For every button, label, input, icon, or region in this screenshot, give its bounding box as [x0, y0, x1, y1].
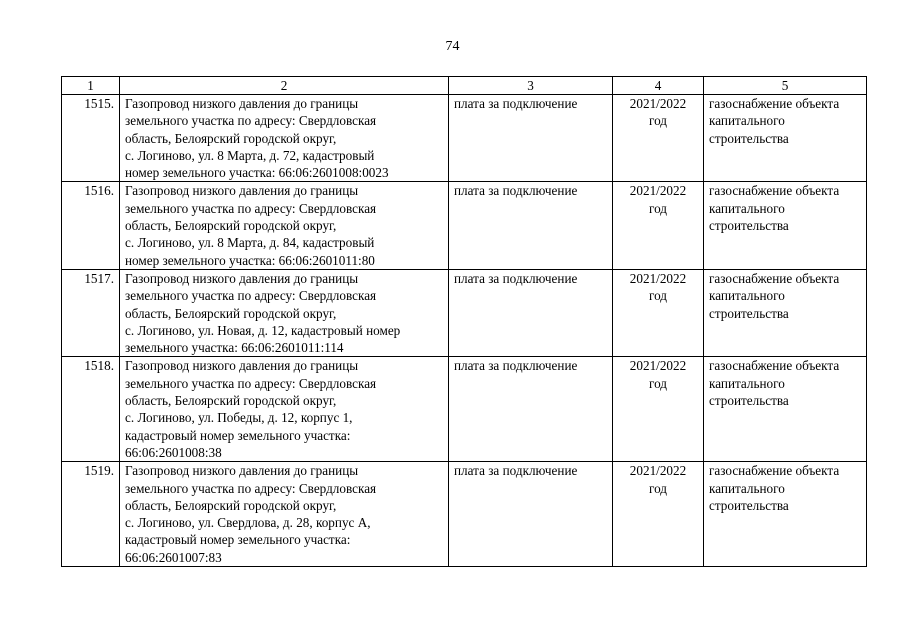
description-line: Газопровод низкого давления до границы: [125, 358, 359, 374]
purpose-line: капитального: [709, 113, 785, 129]
payment-type: плата за подключение: [449, 95, 613, 182]
description-line: с. Логиново, ул. 8 Марта, д. 72, кадастровый: [125, 147, 375, 163]
row-number: 1517.: [62, 269, 120, 356]
description-line: с. Логиново, ул. Победы, д. 12, корпус 1,: [125, 410, 353, 426]
period-line: год: [648, 480, 667, 496]
object-description: [120, 182, 449, 269]
column-header: 2: [120, 77, 449, 95]
row-number: 1518.: [62, 357, 120, 462]
row-number: 1515.: [62, 95, 120, 182]
row-number: 1519.: [62, 462, 120, 567]
period: [613, 462, 704, 567]
payment-type: плата за подключение: [449, 462, 613, 567]
description-line: область, Белоярский городской округ,: [125, 130, 337, 146]
description-line: область, Белоярский городской округ,: [125, 218, 337, 234]
table-row: [62, 357, 867, 462]
description-line: кадастровый номер земельного участка:: [125, 427, 351, 443]
period-line: 2021/2022: [629, 183, 687, 199]
period-line: 2021/2022: [629, 358, 687, 374]
purpose-line: строительства: [709, 218, 789, 234]
description-line: 66:06:2601007:83: [125, 549, 222, 565]
payment-type: плата за подключение: [449, 357, 613, 462]
description-line: Газопровод низкого давления до границы: [125, 96, 359, 111]
description-line: Газопровод низкого давления до границы: [125, 270, 359, 286]
purpose-line: газоснабжение объекта: [709, 183, 840, 199]
period-line: 2021/2022: [629, 270, 687, 286]
table-row: [62, 269, 867, 356]
object-description: [120, 357, 449, 462]
description-line: земельного участка по адресу: Свердловская: [125, 288, 377, 304]
period: [613, 182, 704, 269]
purpose: [704, 269, 867, 356]
description-line: кадастровый номер земельного участка:: [125, 532, 351, 548]
column-header: 1: [62, 77, 120, 95]
description-line: область, Белоярский городской округ,: [125, 393, 337, 409]
table-body: [62, 95, 867, 567]
description-line: область, Белоярский городской округ,: [125, 497, 337, 513]
column-header: 3: [449, 77, 613, 95]
column-header: 5: [704, 77, 867, 95]
purpose: [704, 357, 867, 462]
purpose-line: строительства: [709, 130, 789, 146]
period: [613, 269, 704, 356]
payment-type: плата за подключение: [449, 182, 613, 269]
description-line: номер земельного участка: 66:06:2601008:0023: [125, 165, 389, 181]
purpose: [704, 462, 867, 567]
purpose-line: строительства: [709, 305, 789, 321]
payment-type: плата за подключение: [449, 269, 613, 356]
description-line: Газопровод низкого давления до границы: [125, 463, 359, 479]
purpose-line: газоснабжение объекта: [709, 463, 840, 479]
purpose-line: капитального: [709, 200, 785, 216]
period-line: год: [648, 113, 667, 129]
period-line: 2021/2022: [629, 96, 687, 111]
purpose-line: капитального: [709, 480, 785, 496]
period: [613, 95, 704, 182]
description-line: 66:06:2601008:38: [125, 444, 222, 460]
table-header-row: [62, 77, 867, 95]
purpose: [704, 182, 867, 269]
purpose-line: строительства: [709, 393, 789, 409]
column-header: 4: [613, 77, 704, 95]
table-row: [62, 95, 867, 182]
table-row: [62, 182, 867, 269]
description-line: с. Логиново, ул. Свердлова, д. 28, корпус А,: [125, 515, 371, 531]
purpose: [704, 95, 867, 182]
row-number: 1516.: [62, 182, 120, 269]
description-line: номер земельного участка: 66:06:2601011:80: [125, 252, 375, 268]
purpose-line: строительства: [709, 497, 789, 513]
description-line: Газопровод низкого давления до границы: [125, 183, 359, 199]
period: [613, 357, 704, 462]
document-table: [61, 76, 867, 567]
description-line: земельного участка по адресу: Свердловская: [125, 480, 377, 496]
description-line: земельного участка: 66:06:2601011:114: [125, 340, 344, 356]
description-line: с. Логиново, ул. Новая, д. 12, кадастровый номер: [125, 322, 401, 338]
purpose-line: капитального: [709, 375, 785, 391]
description-line: земельного участка по адресу: Свердловская: [125, 113, 377, 129]
period-line: год: [648, 288, 667, 304]
object-description: [120, 269, 449, 356]
table-row: [62, 462, 867, 567]
object-description: [120, 462, 449, 567]
purpose-line: газоснабжение объекта: [709, 96, 840, 111]
period-line: год: [648, 200, 667, 216]
page-number: 74: [445, 39, 460, 54]
object-description: [120, 95, 449, 182]
purpose-line: капитального: [709, 288, 785, 304]
period-line: год: [648, 375, 667, 391]
purpose-line: газоснабжение объекта: [709, 270, 840, 286]
description-line: земельного участка по адресу: Свердловская: [125, 200, 377, 216]
description-line: область, Белоярский городской округ,: [125, 305, 337, 321]
period-line: 2021/2022: [629, 463, 687, 479]
description-line: с. Логиново, ул. 8 Марта, д. 84, кадастровый: [125, 235, 375, 251]
purpose-line: газоснабжение объекта: [709, 358, 840, 374]
description-line: земельного участка по адресу: Свердловская: [125, 375, 377, 391]
